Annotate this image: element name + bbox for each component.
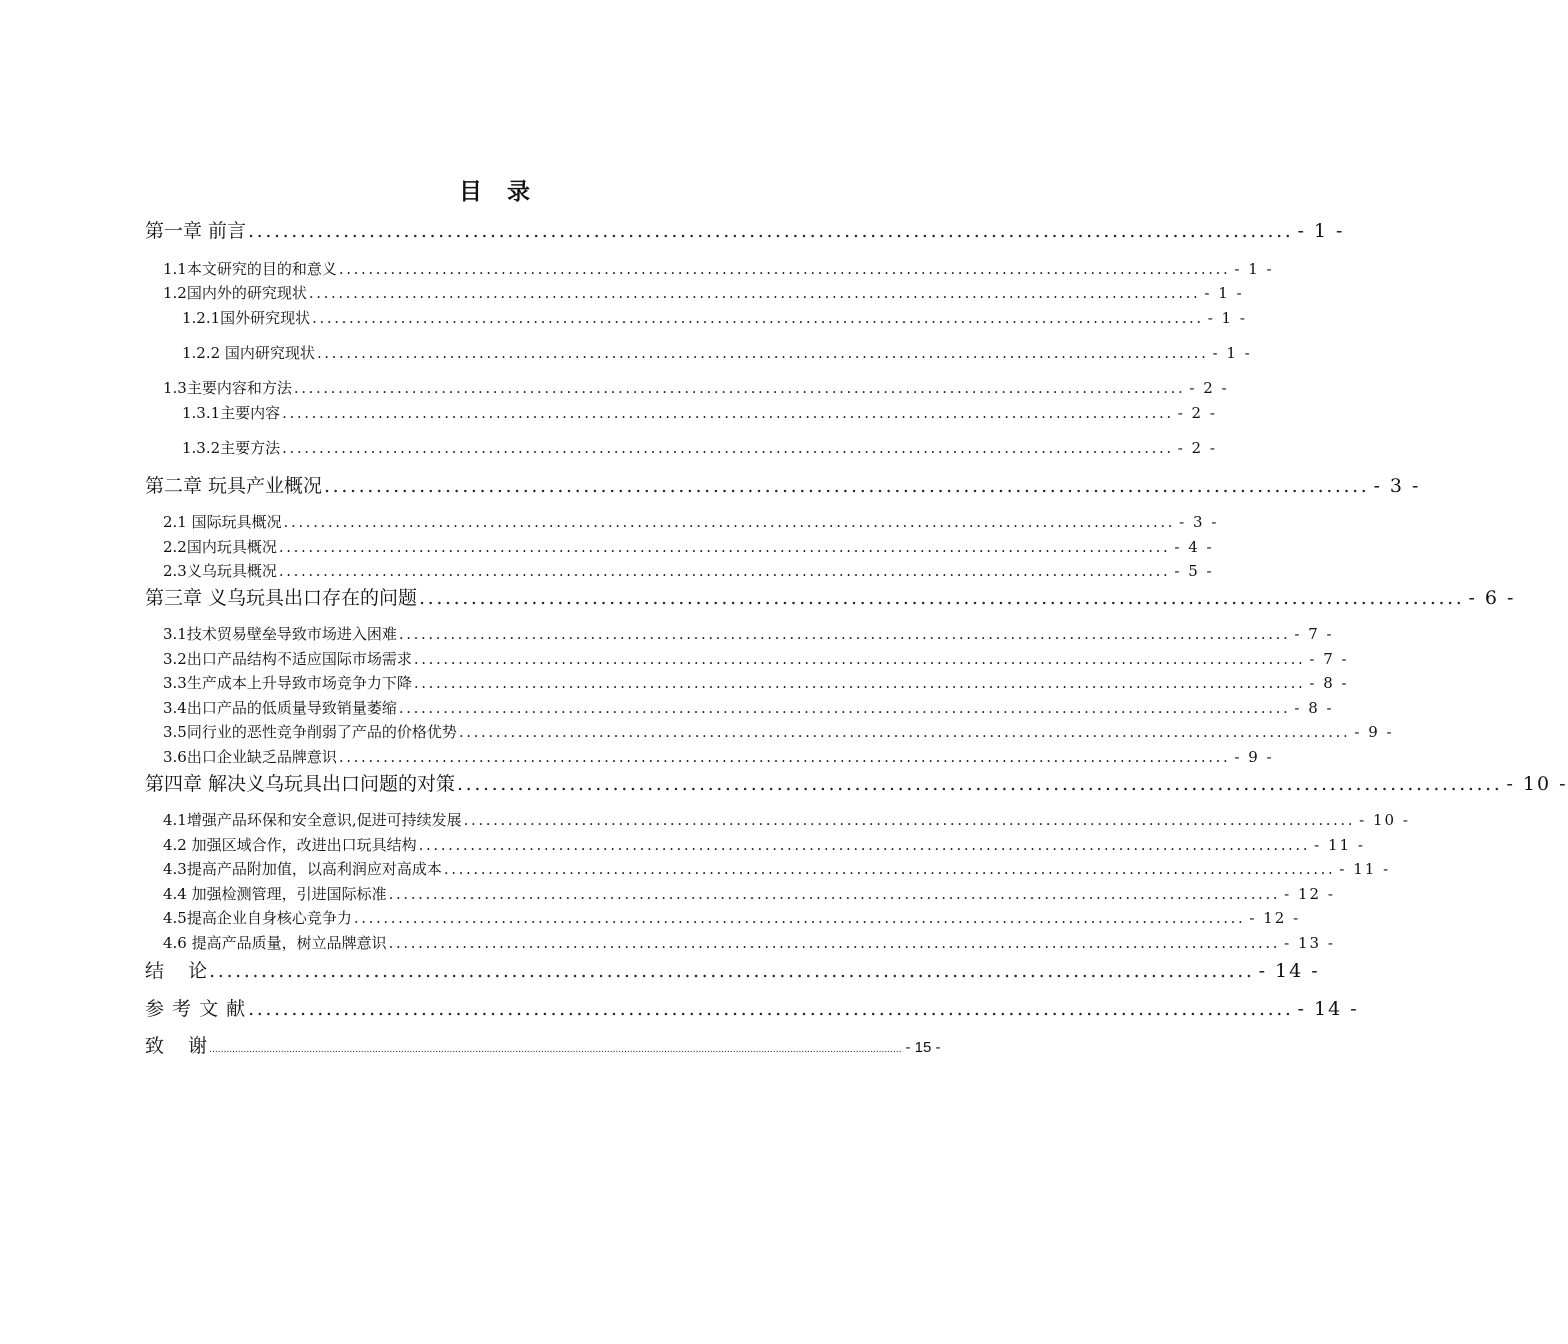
toc-entry-chapter-2[interactable] <box>145 471 1421 498</box>
dot-leader: ......................................................................................................................... <box>388 885 1281 903</box>
toc-entry-4-2[interactable] <box>163 834 1365 855</box>
toc-entry-1-2-2[interactable] <box>182 342 1252 363</box>
toc-page-number: - 2 - <box>1177 404 1217 422</box>
dot-leader: ......................................................................................................................... <box>324 475 1370 497</box>
toc-entry-1-1[interactable] <box>163 258 1274 279</box>
toc-entry-label: 3.1技术贸易壁垒导致市场进入困难 <box>163 625 397 643</box>
toc-entry-3-5[interactable] <box>163 721 1394 742</box>
toc-page-number: - 7 - <box>1309 650 1349 668</box>
toc-entry-label: 1.3主要内容和方法 <box>163 379 292 397</box>
dot-leader: ......................................................................................................................... <box>419 587 1465 609</box>
toc-page-number: - 3 - <box>1373 475 1421 497</box>
dot-leader: ......................................................................................................................... <box>209 960 1255 982</box>
toc-page-number: - 10 - <box>1359 811 1410 829</box>
toc-page-number: - 2 - <box>1177 439 1217 457</box>
dot-leader: ......................................................................................................................... <box>278 562 1171 580</box>
toc-page-number: - 1 - <box>1204 284 1244 302</box>
dot-leader: ......................................................................................................................... <box>248 998 1294 1020</box>
toc-entry-2-1[interactable] <box>163 511 1219 532</box>
toc-page-number: - 8 - <box>1294 699 1334 717</box>
dot-leader: ......................................................................................................................... <box>338 260 1231 278</box>
toc-entry-conclusion[interactable] <box>145 956 1320 983</box>
dot-leader: ......................................................................................................................... <box>278 538 1171 556</box>
toc-entry-4-1[interactable] <box>163 809 1410 830</box>
toc-page-number: - 15 - <box>905 1039 941 1056</box>
toc-entry-2-3[interactable] <box>163 560 1214 581</box>
toc-entry-chapter-1[interactable] <box>145 216 1345 243</box>
toc-entry-label: 1.2国内外的研究现状 <box>163 284 307 302</box>
dot-leader: ......................................................................................................................... <box>312 309 1204 327</box>
toc-page-number: - 6 - <box>1468 587 1516 609</box>
toc-entry-3-1[interactable] <box>163 623 1334 644</box>
toc-entry-4-5[interactable] <box>163 907 1301 928</box>
toc-entry-label: 3.5同行业的恶性竞争削弱了产品的价格优势 <box>163 723 457 741</box>
dot-leader: ......................................................................................................................... <box>282 404 1174 422</box>
toc-entry-3-4[interactable] <box>163 697 1334 718</box>
toc-page-number: - 11 - <box>1339 860 1391 878</box>
toc-entry-label: 2.3义乌玩具概况 <box>163 562 277 580</box>
dot-leader: ......................................................................................................................... <box>418 836 1311 854</box>
toc-entry-3-2[interactable] <box>163 648 1349 669</box>
toc-page-number: - 1 - <box>1297 220 1345 242</box>
toc-entry-3-6[interactable] <box>163 746 1274 767</box>
toc-entry-4-6[interactable] <box>163 932 1335 953</box>
dot-leader: ......................................................................................................................... <box>413 650 1306 668</box>
toc-page-number: - 4 - <box>1174 538 1214 556</box>
toc-page-number: - 14 - <box>1258 960 1320 982</box>
dot-leader: ......................................................................................................................... <box>353 909 1246 927</box>
dot-leader: ......................................................................................................................... <box>283 513 1176 531</box>
toc-page-number: - 12 - <box>1249 909 1301 927</box>
toc-page-number: - 9 - <box>1354 723 1394 741</box>
toc-entry-4-4[interactable] <box>163 883 1335 904</box>
toc-entry-label: 结 论 <box>145 960 208 982</box>
dot-leader: ......................................................................................................................... <box>458 723 1351 741</box>
page-title <box>0 173 990 206</box>
title-char-2: 录 <box>507 179 531 205</box>
dot-leader: ......................................................................................................................... <box>413 674 1306 692</box>
toc-entry-label: 第二章 玩具产业概况 <box>145 475 323 497</box>
toc-page-number: - 13 - <box>1284 934 1335 952</box>
dot-leader: ......................................................................................................................... <box>398 699 1291 717</box>
dot-leader: ......................................................................................................................... <box>308 284 1201 302</box>
toc-page-number: - 12 - <box>1284 885 1335 903</box>
toc-entry-1-3-1[interactable] <box>182 402 1217 423</box>
toc-entry-label: 3.3生产成本上升导致市场竞争力下降 <box>163 674 412 692</box>
toc-page-number: - 9 - <box>1234 748 1274 766</box>
toc-entry-label: 第四章 解决义乌玩具出口问题的对策 <box>145 773 456 795</box>
toc-entry-1-2-1[interactable] <box>182 307 1247 328</box>
toc-page-number: - 2 - <box>1189 379 1229 397</box>
toc-entry-label: 4.4 加强检测管理，引进国际标准 <box>163 885 387 903</box>
toc-entry-4-3[interactable] <box>163 858 1391 879</box>
toc-entry-label: 4.1增强产品环保和安全意识,促进可持续发展 <box>163 811 462 829</box>
dot-leader: ......................................................................................................................... <box>463 811 1356 829</box>
toc-entry-label: 1.2.2 国内研究现状 <box>182 344 315 362</box>
dot-leader: ......................................................................................................................... <box>338 748 1231 766</box>
toc-entry-acknowledgements[interactable] <box>145 1031 941 1058</box>
toc-entry-chapter-4[interactable] <box>145 769 1568 796</box>
toc-entry-1-3-2[interactable] <box>182 437 1217 458</box>
toc-entry-label: 4.5提高企业自身核心竞争力 <box>163 909 352 927</box>
toc-page-number: - 3 - <box>1179 513 1219 531</box>
dot-leader: ......................................................................................................................... <box>316 344 1209 362</box>
dot-leader: ......................................................................................................................... <box>388 934 1281 952</box>
toc-entry-references[interactable] <box>145 994 1359 1021</box>
toc-entry-label: 3.2出口产品结构不适应国际市场需求 <box>163 650 412 668</box>
toc-entry-label: 第三章 义乌玩具出口存在的问题 <box>145 587 418 609</box>
toc-entry-label: 致 谢 <box>145 1035 208 1057</box>
dot-leader: ......................................................................................................................... <box>398 625 1291 643</box>
toc-entry-1-2[interactable] <box>163 282 1244 303</box>
title-char-1: 目 <box>459 179 483 205</box>
dot-leader: ......................................................................................................................... <box>457 773 1503 795</box>
dot-leader: ......................................................................................................................... <box>282 439 1174 457</box>
toc-entry-label: 1.3.1主要内容 <box>182 404 281 422</box>
toc-entry-label: 4.3提高产品附加值，以高利润应对高成本 <box>163 860 442 878</box>
toc-entry-label: 第一章 前言 <box>145 220 247 242</box>
toc-entry-label: 3.6出口企业缺乏品牌意识 <box>163 748 337 766</box>
toc-page-number: - 8 - <box>1309 674 1349 692</box>
toc-entry-label: 4.6 提高产品质量，树立品牌意识 <box>163 934 387 952</box>
toc-entry-label: 1.3.2主要方法 <box>182 439 281 457</box>
dot-leader: ......................................................................................................................... <box>443 860 1336 878</box>
toc-page-number: - 1 - <box>1207 309 1247 327</box>
toc-entry-label: 1.1本文研究的目的和意义 <box>163 260 337 278</box>
toc-page-number: - 1 - <box>1212 344 1252 362</box>
toc-entry-label: 参 考 文 献 <box>145 998 247 1020</box>
toc-entry-2-2[interactable] <box>163 536 1214 557</box>
toc-page-number: - 1 - <box>1234 260 1274 278</box>
toc-entry-label: 2.1 国际玩具概况 <box>163 513 282 531</box>
toc-page-number: - 14 - <box>1297 998 1359 1020</box>
toc-page-number: - 11 - <box>1314 836 1365 854</box>
toc-entry-label: 2.2国内玩具概况 <box>163 538 277 556</box>
toc-entry-label: 4.2 加强区域合作，改进出口玩具结构 <box>163 836 417 854</box>
toc-entry-chapter-3[interactable] <box>145 583 1516 610</box>
dot-leader: .................................................................................................................................................................................................................................................. <box>209 1045 902 1055</box>
toc-entry-label: 3.4出口产品的低质量导致销量萎缩 <box>163 699 397 717</box>
dot-leader: ......................................................................................................................... <box>248 220 1294 242</box>
toc-page-number: - 7 - <box>1294 625 1334 643</box>
toc-entry-label: 1.2.1国外研究现状 <box>182 309 311 327</box>
toc-entry-3-3[interactable] <box>163 672 1349 693</box>
toc-page-number: - 10 - <box>1506 773 1568 795</box>
dot-leader: ......................................................................................................................... <box>293 379 1186 397</box>
toc-page-number: - 5 - <box>1174 562 1214 580</box>
toc-entry-1-3[interactable] <box>163 377 1229 398</box>
